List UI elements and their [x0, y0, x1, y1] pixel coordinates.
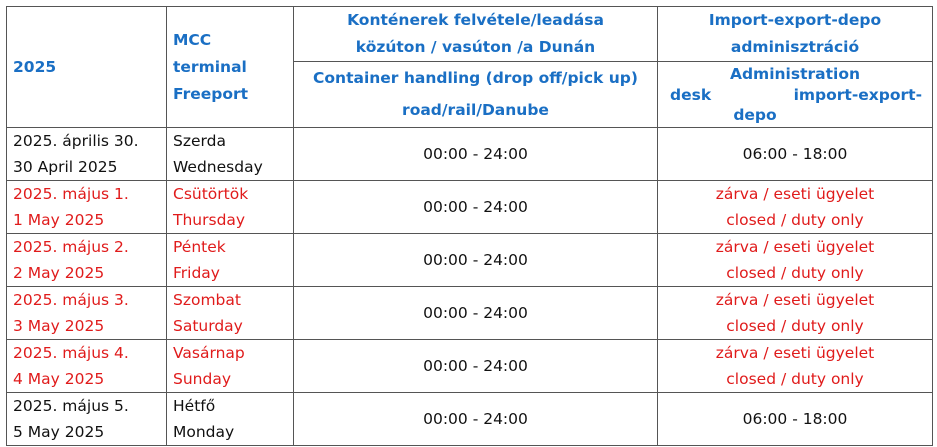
date-hu: 2025. május 3.: [13, 291, 129, 309]
handling-en-line2: road/rail/Danube: [402, 100, 549, 119]
admin-hours: 06:00 - 18:00: [658, 393, 933, 446]
day-en: Monday: [173, 423, 235, 441]
day-hu: Szombat: [173, 291, 241, 309]
date-hu: 2025. május 4.: [13, 344, 129, 362]
admin-header-en: [658, 62, 933, 128]
date-en: 30 April 2025: [13, 158, 118, 176]
handling-hu-line1: Konténerek felvétele/leadása: [347, 11, 604, 29]
date-hu: 2025. május 2.: [13, 238, 129, 256]
admin-status-en: closed / duty only: [726, 211, 864, 229]
handling-hours: 00:00 - 24:00: [294, 181, 658, 234]
day-en: Sunday: [173, 370, 231, 388]
day-hu: Hétfő: [173, 397, 216, 415]
handling-hours: 00:00 - 24:00: [294, 393, 658, 446]
date-en: 4 May 2025: [13, 370, 105, 388]
year-header: 2025: [7, 7, 167, 128]
handling-header-hu: [294, 7, 658, 62]
day-hu: Péntek: [173, 238, 226, 256]
admin-en-line1: Administration: [729, 64, 861, 83]
handling-header-en: [294, 62, 658, 128]
admin-status-en: closed / duty only: [726, 370, 864, 388]
handling-hours: 00:00 - 24:00: [294, 128, 658, 181]
handling-hours: 00:00 - 24:00: [294, 287, 658, 340]
terminal-header-line2: Freeport: [173, 84, 249, 103]
header-row-1: [7, 7, 933, 62]
table-row: [7, 181, 933, 234]
table-row: [7, 234, 933, 287]
table-row: [7, 393, 933, 446]
admin-status-hu: zárva / eseti ügyelet: [715, 238, 875, 256]
admin-hu-line1: Import-export-depo: [708, 11, 882, 29]
admin-en-depo: depo: [733, 105, 777, 124]
admin-en-desk: desk: [670, 85, 712, 104]
table-row: [7, 287, 933, 340]
date-hu: 2025. május 5.: [13, 397, 129, 415]
day-hu: Vasárnap: [173, 344, 245, 362]
date-hu: 2025. április 30.: [13, 132, 139, 150]
admin-status-hu: zárva / eseti ügyelet: [715, 291, 875, 309]
admin-hu-line2: adminisztráció: [730, 38, 860, 56]
terminal-header-line1: MCC terminal: [173, 30, 247, 76]
admin-header-hu: [658, 7, 933, 62]
date-en: 1 May 2025: [13, 211, 105, 229]
day-en: Saturday: [173, 317, 243, 335]
date-en: 5 May 2025: [13, 423, 105, 441]
handling-hours: 00:00 - 24:00: [294, 234, 658, 287]
admin-en-iedepo: import-export-: [793, 85, 922, 104]
date-en: 3 May 2025: [13, 317, 105, 335]
terminal-header: [167, 7, 294, 128]
handling-en-line1: Container handling (drop off/pick up): [313, 68, 638, 87]
table-row: [7, 340, 933, 393]
admin-en-subline: [658, 85, 932, 105]
day-en: Thursday: [173, 211, 246, 229]
date-hu: 2025. május 1.: [13, 185, 129, 203]
handling-hours: 00:00 - 24:00: [294, 340, 658, 393]
table-row: [7, 128, 933, 181]
date-en: 2 May 2025: [13, 264, 105, 282]
handling-hu-line2: közúton / vasúton /a Dunán: [355, 38, 596, 56]
day-en: Friday: [173, 264, 220, 282]
day-hu: Szerda: [173, 132, 226, 150]
day-en: Wednesday: [173, 158, 263, 176]
admin-status-en: closed / duty only: [726, 317, 864, 335]
admin-status-en: closed / duty only: [726, 264, 864, 282]
admin-status-hu: zárva / eseti ügyelet: [715, 185, 875, 203]
admin-hours: 06:00 - 18:00: [658, 128, 933, 181]
admin-status-hu: zárva / eseti ügyelet: [715, 344, 875, 362]
opening-hours-table: [6, 6, 933, 446]
day-hu: Csütörtök: [173, 185, 249, 203]
